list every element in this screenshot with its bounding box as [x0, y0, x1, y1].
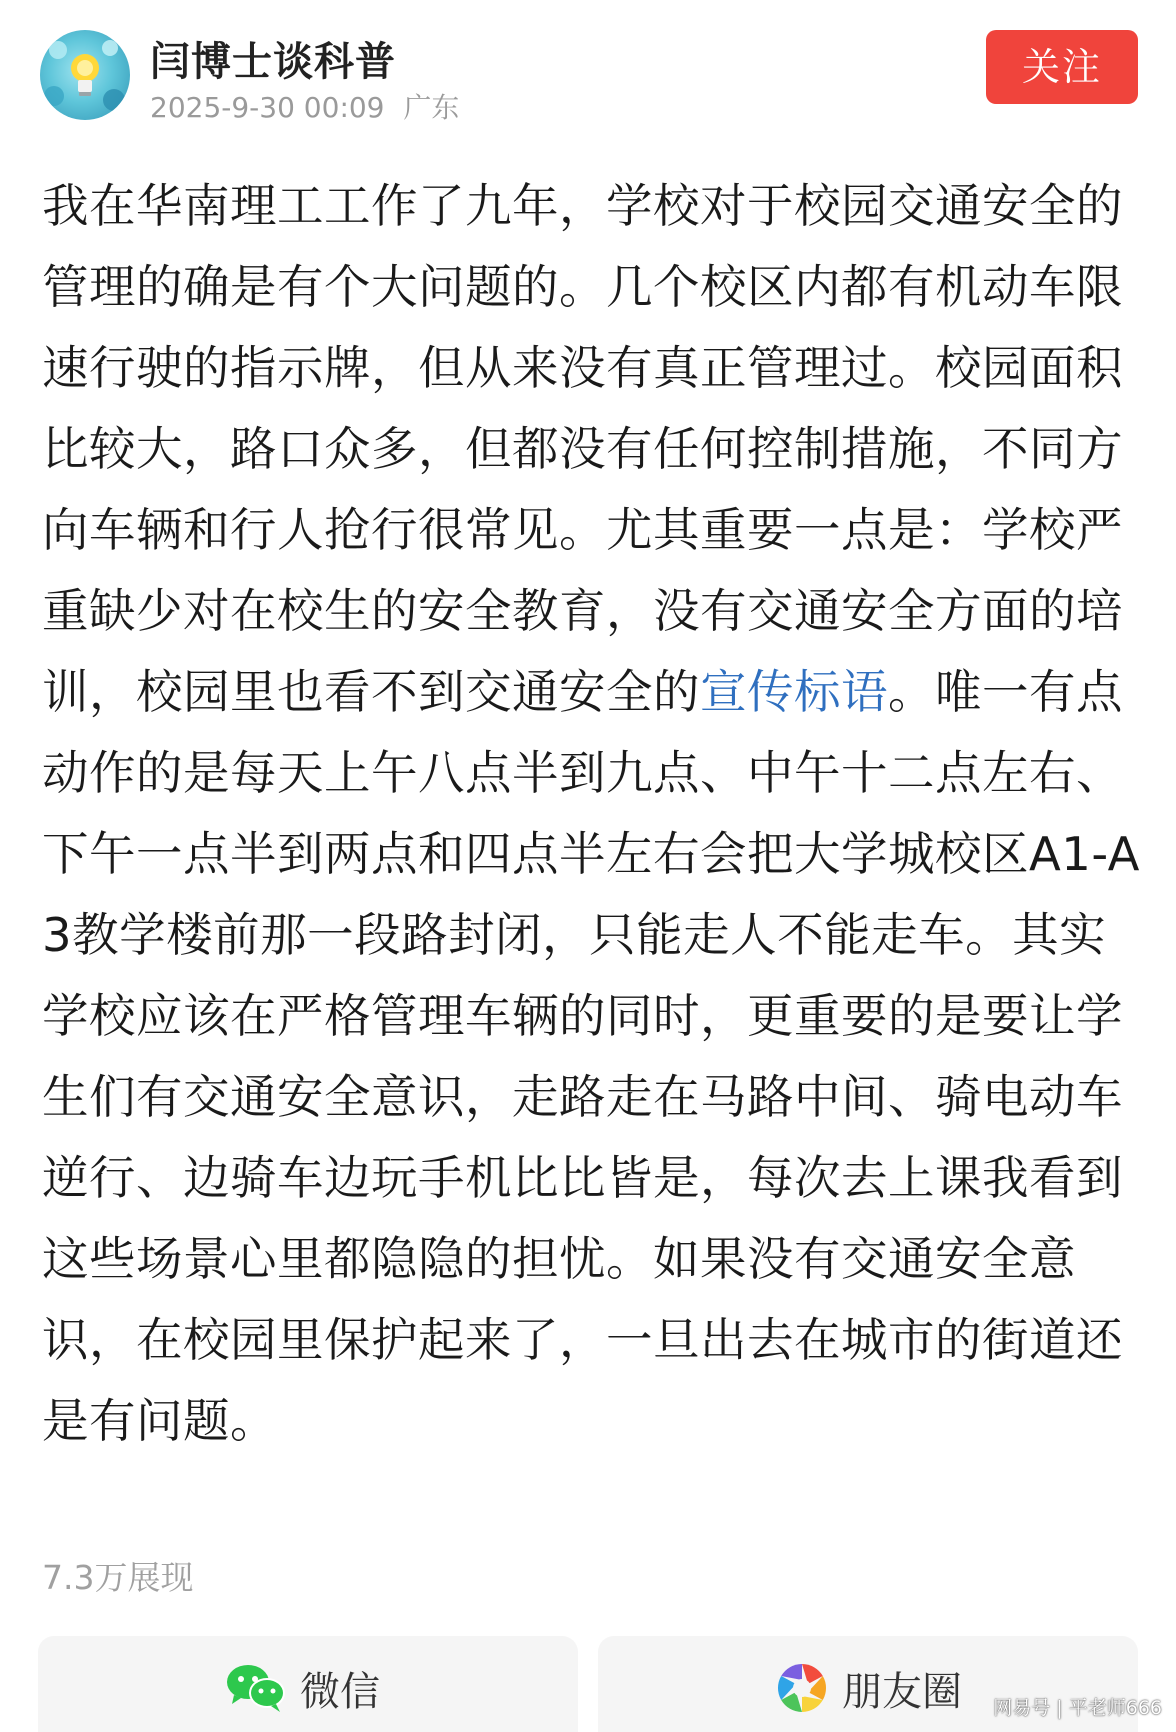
- post-text-part-1: 我在华南理工工作了九年，学校对于校园交通安全的管理的确是有个大问题的。几个校区内都有机动车限速行驶的指示牌，但从来没有真正管理过。校园面积比较大，路口众多，但都没有任何控制措施，不同方向车辆和行人抢行很常见。尤其重要一点是：学校严重缺少对在校生的安全教育，没有交通安全方面的培训，校园里也看不到交通安全的: [42, 179, 1123, 719]
- post-text-part-2: 。唯一有点动作的是每天上午八点半到九点、中午十二点左右、下午一点半到两点和四点半左右会把大学城校区A1-A3教学楼前那一段路封闭，只能走人不能走车。其实学校应该在严格管理车辆的同时，更重要的是要让学生们有交通安全意识，走路走在马路中间、骑电动车逆行、边骑车边玩手机比比皆是，每次去上课我看到这些场景心里都隐隐的担忧。如果没有交通安全意识，在校园里保护起来了，一旦出去在城市的街道还是有问题。: [42, 665, 1140, 1448]
- lightbulb-icon: [40, 30, 130, 120]
- share-wechat-button[interactable]: [38, 1636, 578, 1732]
- post-meta: [150, 86, 469, 126]
- wechat-icon: [226, 1662, 286, 1714]
- post-content: [42, 166, 1142, 1462]
- view-count: 7.3万展现: [42, 1558, 194, 1597]
- watermark: 网易号 | 平老师666: [993, 1697, 1162, 1719]
- follow-button[interactable]: 关注: [986, 30, 1138, 104]
- topic-link[interactable]: 宣传标语: [700, 665, 888, 719]
- share-moments-label: 朋友圈: [842, 1668, 962, 1715]
- post-date: 2025-9-30 00:09: [150, 91, 385, 124]
- post-header: [0, 0, 1176, 140]
- share-wechat-label: 微信: [300, 1668, 380, 1715]
- post-location: 广东: [403, 91, 460, 124]
- author-name[interactable]: 闫博士谈科普: [150, 39, 396, 85]
- author-avatar[interactable]: [40, 30, 130, 120]
- moments-icon: [776, 1662, 828, 1714]
